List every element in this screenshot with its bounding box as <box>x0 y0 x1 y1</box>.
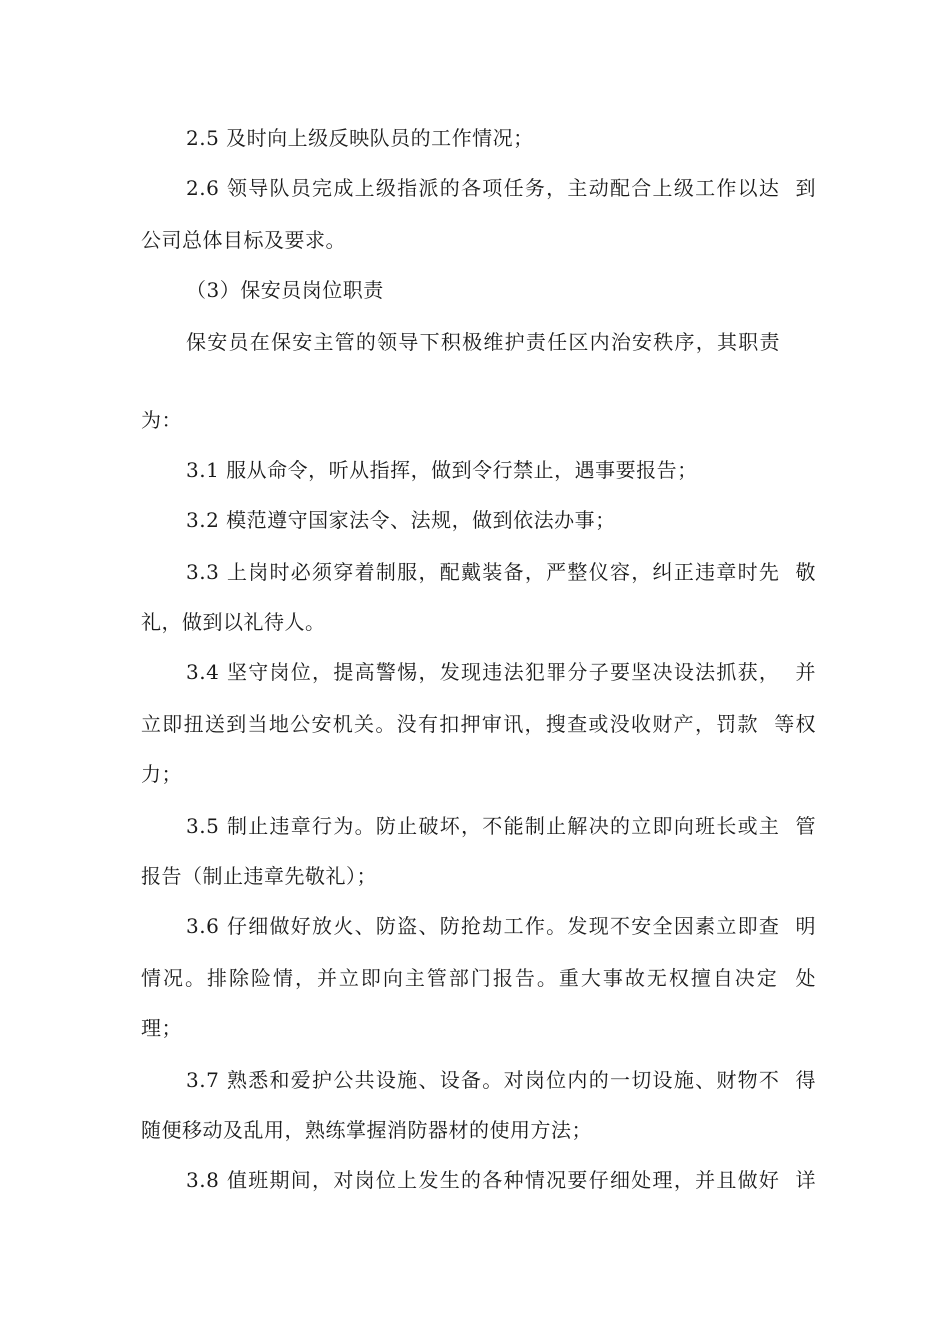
paragraph-line: 为： <box>141 408 182 432</box>
paragraph-line: 3.7 熟悉和爱护公共设施、设备。对岗位内的一切设施、财物不 得 <box>186 1068 816 1092</box>
paragraph-line: 力； <box>141 762 182 786</box>
paragraph-line: 保安员在保安主管的领导下积极维护责任区内治安秩序，其职责 <box>186 330 780 354</box>
paragraph-line: 随便移动及乱用，熟练掌握消防器材的使用方法； <box>141 1118 592 1142</box>
paragraph-line: 礼，做到以礼待人。 <box>141 610 326 634</box>
paragraph-line: 3.1 服从命令，听从指挥，做到令行禁止，遇事要报告； <box>186 458 698 482</box>
paragraph-line: 理； <box>141 1016 182 1040</box>
paragraph-line: 3.2 模范遵守国家法令、法规，做到依法办事； <box>186 508 616 532</box>
paragraph-line: 2.6 领导队员完成上级指派的各项任务，主动配合上级工作以达 到 <box>186 176 816 200</box>
paragraph-line: 3.5 制止违章行为。防止破坏，不能制止解决的立即向班长或主 管 <box>186 814 816 838</box>
paragraph-line: 3.3 上岗时必须穿着制服，配戴装备，严整仪容，纠正违章时先 敬 <box>186 560 816 584</box>
paragraph-line: 3.8 值班期间，对岗位上发生的各种情况要仔细处理，并且做好 详 <box>186 1168 816 1192</box>
paragraph-line: 3.4 坚守岗位，提高警惕，发现违法犯罪分子要坚决设法抓获， 并 <box>186 660 816 684</box>
paragraph-line: 情况。排除险情，并立即向主管部门报告。重大事故无权擅自决定 处 <box>141 966 816 990</box>
paragraph-line: 公司总体目标及要求。 <box>141 228 346 252</box>
paragraph-line: 3.6 仔细做好放火、防盗、防抢劫工作。发现不安全因素立即查 明 <box>186 914 816 938</box>
section-heading: （3）保安员岗位职责 <box>186 278 384 302</box>
paragraph-line: 2.5 及时向上级反映队员的工作情况； <box>186 126 534 150</box>
paragraph-line: 立即扭送到当地公安机关。没有扣押审讯，搜查或没收财产，罚款 等权 <box>141 712 816 736</box>
paragraph-line: 报告（制止违章先敬礼）； <box>141 864 377 888</box>
